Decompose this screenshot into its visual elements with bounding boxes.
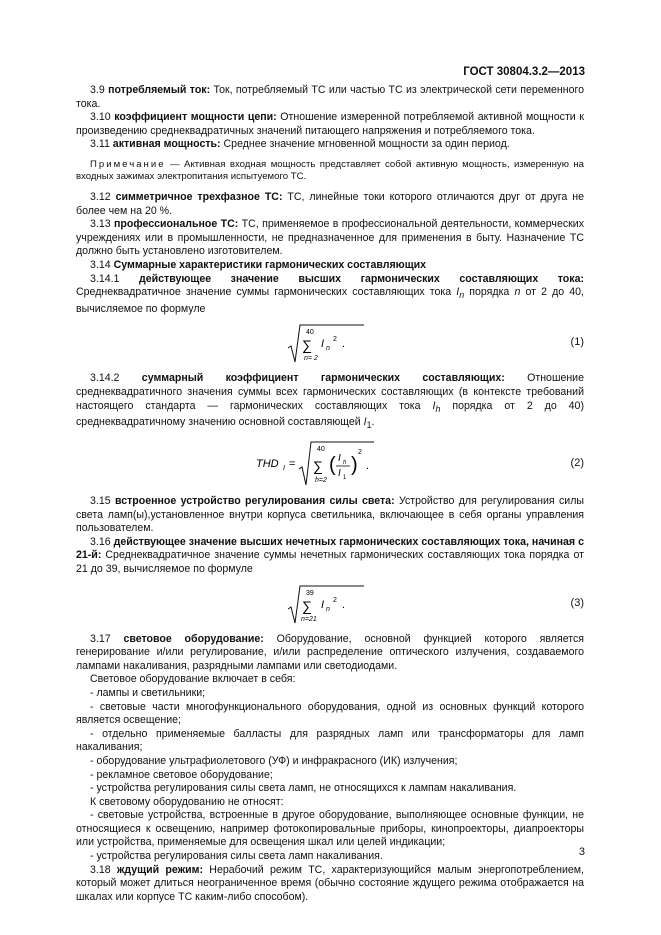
symbol-sub-1: 1: [366, 420, 372, 431]
term: коэффициент мощности цепи:: [114, 111, 277, 124]
paragraph-3-16: [76, 536, 584, 577]
document-body: [76, 84, 584, 904]
formula-1-expression: [286, 322, 376, 366]
paragraph-3-14: [76, 259, 584, 273]
definition: .: [371, 416, 375, 429]
formula-var-sub: n: [326, 605, 330, 613]
clause-number: 3.14.2: [90, 372, 120, 385]
symbol-n: n: [514, 286, 521, 299]
sum-sign: ∑: [313, 458, 323, 475]
formula-power: 2: [333, 596, 337, 604]
list-item: - устройства регулирования силы света ламп накаливания.: [90, 850, 383, 863]
formula-1-number: (1): [570, 336, 584, 349]
paragraph-3-10: [76, 111, 584, 138]
sum-lower-limit: h=2: [315, 477, 327, 485]
clause-number: 3.12: [90, 190, 111, 203]
paragraph-3-11: [76, 138, 584, 152]
clause-number: 3.9: [90, 84, 105, 96]
fraction-den: I: [338, 468, 341, 480]
page-number: 3: [578, 846, 585, 858]
paren-right: ): [351, 454, 358, 477]
formula-3-expression: [286, 583, 376, 627]
symbol-sub-h: h: [435, 403, 441, 414]
sum-upper-limit: 39: [306, 589, 314, 597]
radical-sign: [288, 325, 364, 362]
paragraph-3-18: [76, 864, 584, 905]
fraction-den-sub: 1: [343, 475, 347, 482]
term: действующее значение высших нечетных гармонических составляющих тока, начиная с 21-й:: [76, 535, 584, 562]
term: световое оборудование:: [123, 632, 264, 645]
formula-power: 2: [333, 336, 337, 344]
paragraph-3-14-1: [76, 273, 584, 317]
definition: ТС, линейные токи которого отличаются друг от друга не более чем на 20 %.: [76, 190, 584, 217]
list-item: - устройства регулирования силы света ламп, не относящихся к лампам накаливания.: [90, 782, 517, 795]
clause-number: 3.14: [90, 258, 111, 271]
definition: порядка от 2 до 40) среднеквадратичному значению основной составляющей: [76, 399, 584, 429]
symbol-I: I: [456, 286, 460, 299]
formula-var: I: [321, 338, 325, 351]
definition: от 2 до 40, вычисляемое по формуле: [76, 286, 584, 315]
formula-var: I: [321, 598, 325, 611]
term: суммарный коэффициент гармонических составляющих:: [141, 372, 505, 385]
paragraph-3-12: [76, 191, 584, 218]
list-item: - световые устройства, встроенные в другое оборудование, выполняющее основные функции, не относящиеся к освещению, например фотокопировальные приборы, кинопроекторы, диапроекторы или устройства, применяемые для освещения шкал или целей индикации;: [76, 809, 584, 849]
sum-sign: ∑: [302, 597, 312, 614]
formula-eq: =: [289, 458, 296, 471]
fraction-num: I: [338, 453, 341, 465]
includes-intro: Световое оборудование включает в себя:: [90, 673, 296, 686]
formula-end: .: [342, 338, 346, 351]
term: потребляемый ток:: [108, 84, 211, 96]
symbol-I: I: [432, 399, 436, 412]
formula-2: [76, 439, 584, 489]
radical-sign: [288, 586, 364, 623]
symbol-I: I: [363, 416, 367, 429]
note-label: Примечание: [90, 158, 166, 170]
term: встроенное устройство регулирования силы света:: [114, 495, 395, 508]
formula-3: [76, 583, 584, 627]
formula-2-number: (2): [570, 457, 584, 470]
clause-number: 3.10: [90, 111, 111, 124]
fraction-num-sub: h: [343, 460, 347, 467]
sum-upper-limit: 40: [306, 329, 314, 337]
standard-header: ГОСТ 30804.3.2—2013: [463, 66, 585, 78]
definition: Отношение среднеквадратичного значения суммы всех гармонических составляющих (в контексте требований настоящего стандарта — гармонических составляющих тока: [76, 372, 584, 412]
symbol-sub-n: n: [459, 290, 465, 301]
paragraph-3-9: [76, 84, 584, 111]
clause-number: 3.18: [90, 863, 111, 876]
term: ждущий режим:: [116, 863, 204, 876]
definition: Ток, потребляемый ТС или частью ТС из электрической сети переменного тока.: [76, 84, 584, 110]
formula-lhs-sub: I: [283, 465, 285, 473]
paragraph-3-14-2: [76, 372, 584, 433]
section-heading: Суммарные характеристики гармонических составляющих: [113, 258, 427, 271]
formula-end: .: [342, 598, 346, 611]
paren-left: (: [329, 454, 336, 477]
clause-number: 3.11: [90, 138, 110, 151]
sum-lower-limit: n=21: [301, 615, 317, 623]
definition: Среднее значение мгновенной мощности за один период.: [220, 138, 510, 151]
clause-number: 3.15: [90, 495, 111, 508]
list-item: - оборудование ультрафиолетового (УФ) и инфракрасного (ИК) излучения;: [90, 754, 458, 767]
note: [76, 159, 584, 184]
clause-number: 3.17: [90, 632, 111, 645]
definition: Оборудование, основной функцией которого является генерирование и/или регулирование, и/или распределение оптического излучения, создаваемого лампами накаливания, разрядными лампами или светодиодами.: [76, 632, 584, 672]
formula-power: 2: [358, 449, 362, 457]
definition: порядка: [464, 286, 515, 299]
definition: ТС, применяемое в профессиональной деятельности, коммерческих учреждениях или в промышленности, не предназначенное для применения в быту. Назначение ТС должно быть установлено изготовителем.: [76, 218, 584, 258]
clause-number: 3.16: [90, 535, 111, 548]
term: симметричное трехфазное ТС:: [115, 190, 283, 203]
formula-1: [76, 322, 584, 366]
formula-2-expression: [256, 439, 406, 489]
excludes-intro: К световому оборудованию не относят:: [90, 795, 284, 808]
clause-number: 3.14.1: [90, 272, 120, 285]
list-item: - световые части многофункционального оборудования, одной из основных функций которого является освещение;: [76, 700, 584, 727]
definition: Среднеквадратичное значение суммы нечетных гармонических составляющих тока порядка от 21 до 39, вычисляемое по формуле: [76, 549, 584, 575]
formula-lhs: THD: [256, 458, 279, 471]
paragraph-3-15: [76, 495, 584, 536]
formula-3-number: (3): [570, 596, 584, 609]
radical-sign: [299, 442, 374, 485]
paragraph-3-13: [76, 218, 584, 259]
formula-end: .: [366, 460, 370, 473]
clause-number: 3.13: [90, 218, 111, 231]
paragraph-3-17: [76, 633, 584, 674]
term: активная мощность:: [112, 138, 221, 151]
excludes-list: [76, 809, 584, 863]
definition: Среднеквадратичное значение суммы гармонических составляющих тока: [76, 286, 457, 299]
definition: Нерабочий режим ТС, характеризующийся малым энергопотреблением, который может длиться неограниченное время (обычно состояние ждущего режима отображается на шкалах или корпусе ТС каким-либо способом).: [76, 863, 584, 903]
list-item: - рекламное световое оборудование;: [90, 768, 273, 781]
sum-sign: ∑: [302, 337, 312, 354]
term: профессиональное ТС:: [114, 218, 239, 231]
definition: Отношение измеренной потребляемой активной мощности к произведению среднеквадратичных значений питающего напряжения и потребляемого тока.: [76, 111, 584, 137]
list-item: - лампы и светильники;: [90, 686, 206, 699]
term: действующее значение высших гармонических составляющих тока:: [139, 272, 584, 285]
sum-upper-limit: 40: [317, 446, 325, 454]
note-text: — Активная входная мощность представляет собой активную мощность, измеренную на входных зажимах электропитания испытуемого ТС.: [76, 158, 584, 183]
sum-lower-limit: n= 2: [304, 355, 318, 363]
formula-var-sub: n: [326, 345, 330, 353]
list-item: - отдельно применяемые балласты для разрядных ламп или трансформаторы для ламп накаливания;: [76, 727, 584, 754]
definition: Устройство для регулирования силы света ламп(ы),установленное внутри корпуса светильника, включающее в себя органы управления пользователем.: [76, 495, 584, 535]
includes-list: [76, 687, 584, 796]
